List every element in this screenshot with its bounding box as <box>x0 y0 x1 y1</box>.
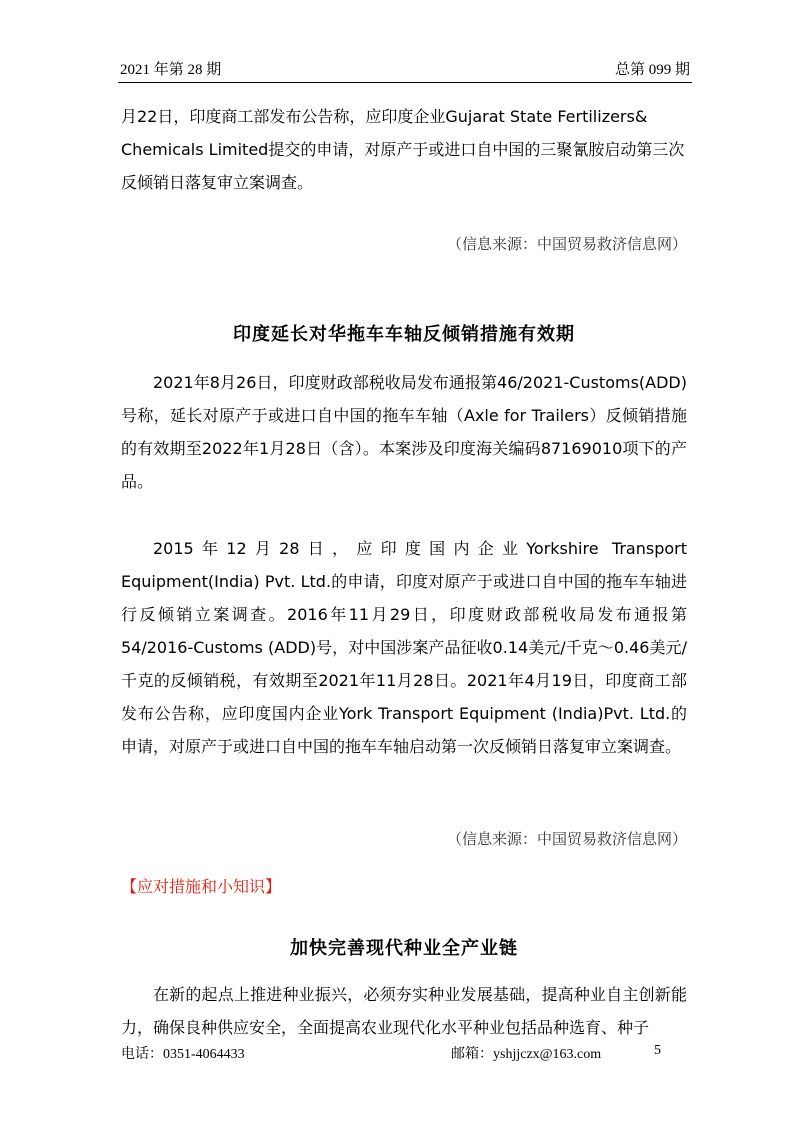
page-footer <box>121 1043 687 1065</box>
page-header <box>120 58 690 82</box>
intro-source: （信息来源：中国贸易救济信息网） <box>446 237 687 253</box>
page-number: 5 <box>654 1043 661 1058</box>
article-paragraph: 2015年12月28日，应印度国内企业Yorkshire Transport Equipment(India) Pvt. Ltd.的申请，印度对原产于或进口自中国的拖车车轴进行反倾销立案调查。2016年11月29日，印度财政部税收局发布通报第54/2016-Customs (ADD)号，对中国涉案产品征收0.14美元/千克～0.46美元/千克的反倾销税，有效期至2021年11月28日。2021年4月19日，印度商工部发布公告称，应印度国内企业York Transport Equipment (India)Pvt. Ltd.的申请，对原产于或进口自中国的拖车车轴启动第一次反倾销日落复审立案调查。 <box>121 539 687 756</box>
intro-paragraph <box>121 100 687 199</box>
article-paragraph: 2021年8月26日，印度财政部税收局发布通报第46/2021-Customs(ADD)号称，延长对原产于或进口自中国的拖车车轴（Axle for Trailers）反倾销措施的有效期至2022年1月28日（含）。本案涉及印度海关编码87169010项下的产品。 <box>121 373 687 491</box>
intro-line: Chemicals Limited提交的申请，对原产于或进口自中国的三聚氰胺启动第三次 <box>121 140 685 159</box>
intro-line: 反倾销日落复审立案调查。 <box>121 173 314 192</box>
email-address: 邮箱：yshjjczx@163.com <box>451 1047 602 1062</box>
issue-number: 2021 年第 28 期 <box>120 62 222 78</box>
intro-line: 月22日，印度商工部发布公告称，应印度企业Gujarat State Fertilizers& <box>121 107 648 126</box>
header-divider <box>118 82 692 83</box>
article-paragraph: 在新的起点上推进种业振兴，必须夯实种业发展基础，提高种业自主创新能力，确保良种供应安全，全面提高农业现代化水平种业包括品种选育、种子 <box>121 985 687 1037</box>
phone-number: 电话：0351-4064433 <box>121 1047 245 1062</box>
section-tag: 【应对措施和小知识】 <box>121 877 282 896</box>
article-title: 印度延长对华拖车车轴反倾销措施有效期 <box>233 324 575 345</box>
article-title: 加快完善现代种业全产业链 <box>290 938 518 959</box>
article-source: （信息来源：中国贸易救济信息网） <box>446 832 687 848</box>
total-issue-number: 总第 099 期 <box>614 62 690 78</box>
